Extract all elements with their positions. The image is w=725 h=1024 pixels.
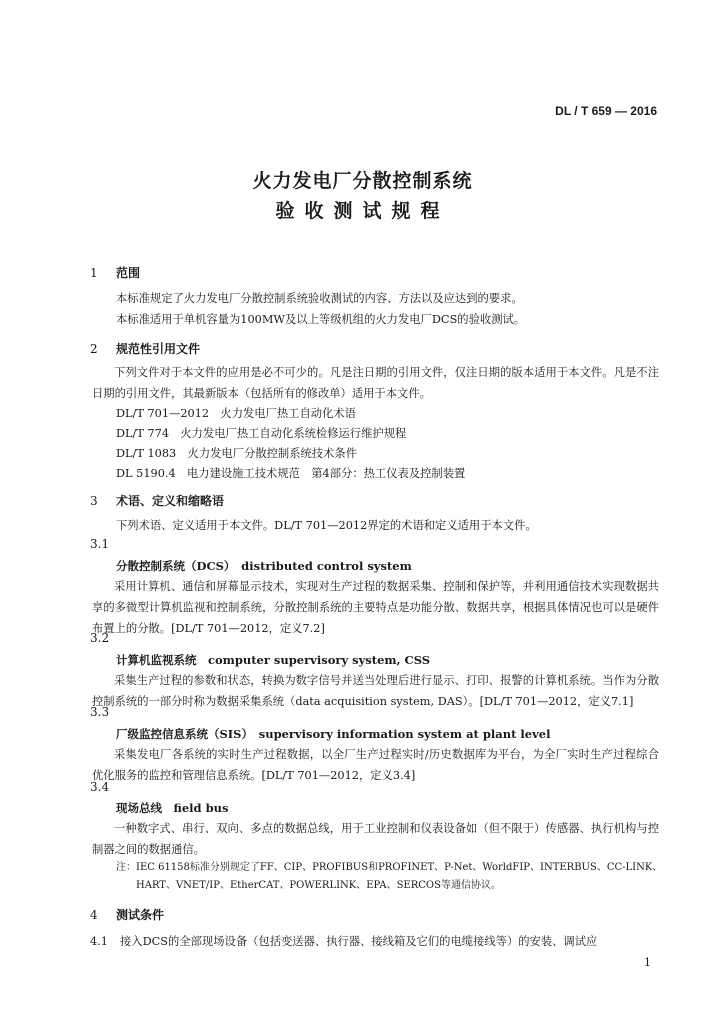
term-definition: 一种数字式、串行、双向、多点的数据总线，用于工业控制和仪表设备如（但不限于）传感器、执行机构与控制器之间的数据通信。 <box>92 822 659 856</box>
note-line: HART、VNET/IP、EtherCAT、POWERLINK、EPA、SERCOS等通信协议。 <box>136 880 501 891</box>
term-number: 3.3 <box>90 705 110 719</box>
section-3-heading <box>90 492 224 509</box>
document-title-line2: 验收测试规程 <box>275 200 450 222</box>
page-number: 1 <box>644 956 651 969</box>
clause-number: 4.1 <box>90 935 108 948</box>
reference-item: DL/T 701—2012 火力发电厂热工自动化术语 <box>116 407 356 420</box>
section-title: 范围 <box>116 266 141 280</box>
term-title: 厂级监控信息系统（SIS） supervisory information system at plant level <box>116 727 551 741</box>
term-title: 现场总线 field bus <box>116 801 229 815</box>
section-number: 3 <box>90 494 98 508</box>
section-2-paragraph: 下列文件对于本文件的应用是必不可少的。凡是注日期的引用文件，仅注日期的版本适用于本文件。凡是不注日期的引用文件，其最新版本（包括所有的修改单）适用于本文件。 <box>92 366 659 400</box>
reference-item: DL/T 1083 火力发电厂分散控制系统技术条件 <box>116 447 357 460</box>
section-number: 1 <box>90 266 98 280</box>
term-title: 分散控制系统（DCS） distributed control system <box>116 559 412 573</box>
term-definition: 采集发电厂各系统的实时生产过程数据，以全厂生产过程实时/历史数据库为平台，为全厂实时生产过程综合优化服务的监控和管理信息系统。[DL/T 701—2012，定义3.4] <box>92 748 659 782</box>
term-number: 3.2 <box>90 631 110 645</box>
section-title: 术语、定义和缩略语 <box>116 494 225 508</box>
section-1-paragraph-1: 本标准规定了火力发电厂分散控制系统验收测试的内容、方法以及应达到的要求。 <box>116 292 523 305</box>
section-3-intro: 下列术语、定义适用于本文件。DL/T 701—2012界定的术语和定义适用于本文件。 <box>116 519 537 532</box>
section-1-paragraph-2: 本标准适用于单机容量为100MW及以上等级机组的火力发电厂DCS的验收测试。 <box>116 313 526 326</box>
term-definition: 采集生产过程的参数和状态，转换为数字信号并送当处理后进行显示、打印、报警的计算机系统。当作为分散控制系统的一部分时称为数据采集系统（data acquisition system, DAS）。[DL/T 701—2012，定义7.1] <box>92 674 659 708</box>
section-number: 4 <box>90 908 98 922</box>
clause-4-1 <box>90 932 597 952</box>
standard-code: DL / T 659 — 2016 <box>555 104 657 118</box>
term-number: 3.4 <box>90 780 110 794</box>
section-2-heading <box>90 340 200 357</box>
document-title-line1: 火力发电厂分散控制系统 <box>252 170 473 192</box>
section-4-heading <box>90 906 164 923</box>
section-number: 2 <box>90 342 98 356</box>
note-line: 注：IEC 61158标准分别规定了FF、CIP、PROFIBUS和PROFINET、P-Net、WorldFIP、INTERBUS、CC-LINK、 <box>116 862 663 873</box>
clause-text: 接入DCS的全部现场设备（包括变送器、执行器、接线箱及它们的电缆接线等）的安装、调试应 <box>120 935 598 948</box>
section-title: 测试条件 <box>116 908 165 922</box>
term-title: 计算机监视系统 computer supervisory system, CSS <box>116 653 431 667</box>
section-title: 规范性引用文件 <box>116 342 201 356</box>
term-number: 3.1 <box>90 537 110 551</box>
section-1-heading <box>90 264 140 281</box>
term-definition: 采用计算机、通信和屏幕显示技术，实现对生产过程的数据采集、控制和保护等，并利用通信技术实现数据共享的多微型计算机监视和控制系统，分散控制系统的主要特点是功能分散、数据共享，根据具体情况也可以是硬件布置上的分散。[DL/T 701—2012，定义7.2] <box>92 580 659 635</box>
reference-item: DL 5190.4 电力建设施工技术规范 第4部分：热工仪表及控制装置 <box>116 467 466 480</box>
reference-item: DL/T 774 火力发电厂热工自动化系统检修运行维护规程 <box>116 427 407 440</box>
